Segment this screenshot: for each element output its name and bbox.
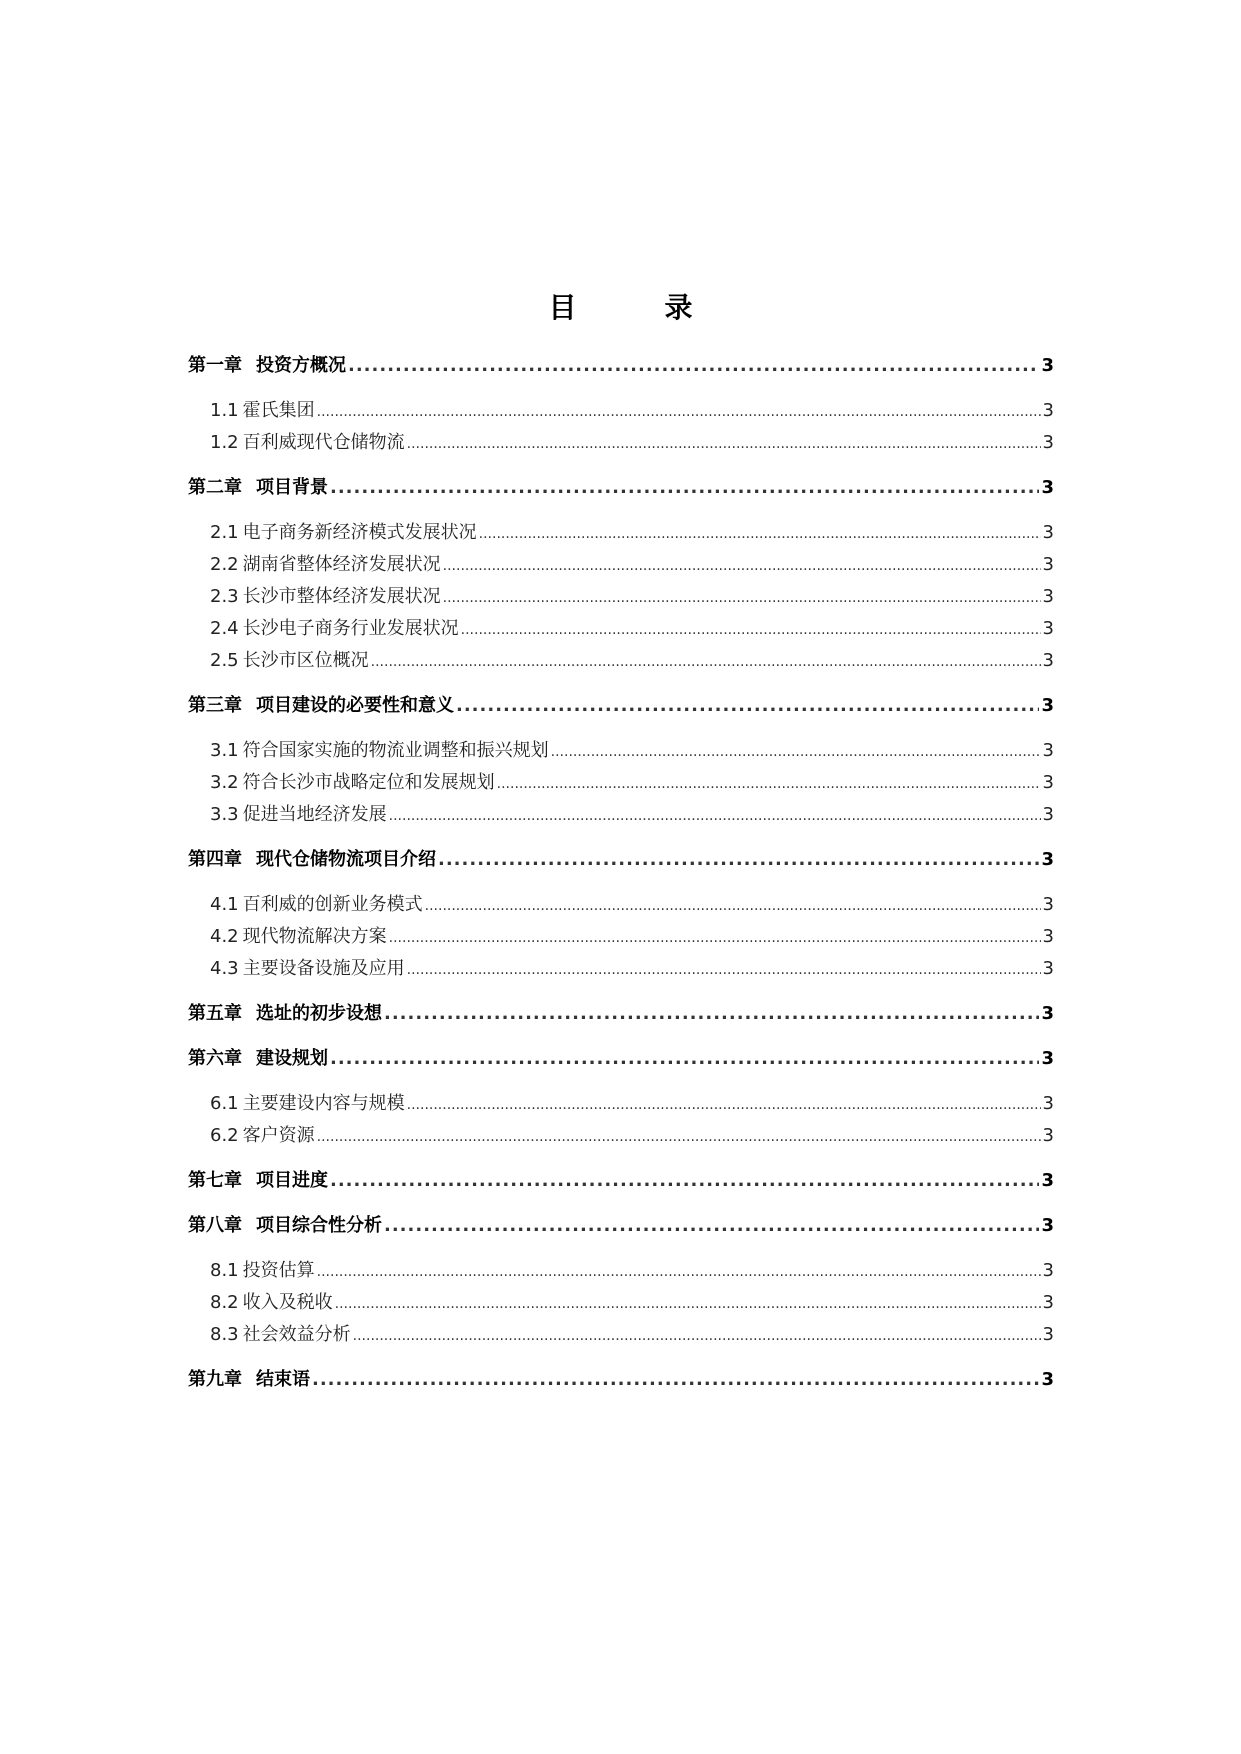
- toc-entry-label: [210, 427, 405, 459]
- toc-dot-leader: [317, 1256, 1041, 1288]
- toc-chapter-entry[interactable]: [188, 1364, 1054, 1396]
- toc-entry-label: [188, 844, 436, 876]
- toc-entry-number: 6.2: [210, 1125, 239, 1146]
- toc-title: 目 录: [548, 291, 723, 324]
- toc-page-number: 3: [1042, 522, 1054, 543]
- toc-page-number: 3: [1042, 804, 1054, 825]
- toc-entry-title: 社会效益分析: [242, 1324, 351, 1345]
- toc-section-entry[interactable]: [188, 767, 1054, 799]
- toc-chapter-entry[interactable]: [188, 1210, 1054, 1242]
- toc-dot-leader: [443, 582, 1041, 614]
- toc-page-number: 3: [1042, 1093, 1054, 1114]
- toc-section-entry[interactable]: [188, 1120, 1054, 1152]
- toc-entry-label: [188, 350, 346, 382]
- toc-dot-leader: [384, 998, 1039, 1030]
- toc-entry-number: 第一章: [188, 355, 242, 376]
- toc-entry-number: 2.3: [210, 586, 239, 607]
- toc-entry-number: 第三章: [188, 695, 242, 716]
- toc-page-number: 3: [1041, 355, 1054, 376]
- toc-entry-label: [188, 472, 328, 504]
- toc-dot-leader: [456, 690, 1039, 722]
- toc-entry-number: 3.3: [210, 804, 239, 825]
- toc-entry-number: 第六章: [188, 1048, 242, 1069]
- toc-entry-label: [188, 1210, 382, 1242]
- toc-page-number: 3: [1041, 477, 1054, 498]
- toc-page-number: 3: [1042, 740, 1054, 761]
- toc-dot-leader: [497, 768, 1041, 800]
- toc-dot-leader: [335, 1288, 1041, 1320]
- toc-section-entry[interactable]: [188, 427, 1054, 459]
- toc-dot-leader: [479, 518, 1041, 550]
- toc-entry-number: 8.1: [210, 1260, 239, 1281]
- toc-section-entry[interactable]: [188, 921, 1054, 953]
- toc-page-number: 3: [1042, 432, 1054, 453]
- toc-entry-number: 第四章: [188, 849, 242, 870]
- toc-section-entry[interactable]: [188, 645, 1054, 677]
- toc-entry-number: 第八章: [188, 1215, 242, 1236]
- toc-page-number: 3: [1042, 586, 1054, 607]
- toc-entry-label: [210, 1088, 405, 1120]
- toc-entry-number: 6.1: [210, 1093, 239, 1114]
- toc-entry-title: 投资估算: [242, 1260, 315, 1281]
- toc-chapter-entry[interactable]: [188, 998, 1054, 1030]
- toc-entry-number: 第五章: [188, 1003, 242, 1024]
- toc-page-number: 3: [1042, 926, 1054, 947]
- toc-chapter-entry[interactable]: [188, 1165, 1054, 1197]
- toc-entry-number: 1.1: [210, 400, 239, 421]
- toc-entry-title: 主要建设内容与规模: [242, 1093, 405, 1114]
- toc-page-number: 3: [1042, 772, 1054, 793]
- toc-entry-title: 促进当地经济发展: [242, 804, 387, 825]
- toc-section-entry[interactable]: [188, 799, 1054, 831]
- toc-page-number: 3: [1041, 1215, 1054, 1236]
- toc-entry-label: [210, 1120, 315, 1152]
- toc-entry-label: [210, 517, 477, 549]
- toc-entry-title: 百利威现代仓储物流: [242, 432, 405, 453]
- toc-entry-label: [188, 1364, 310, 1396]
- toc-entry-label: [210, 1319, 351, 1351]
- toc-entry-title: 选址的初步设想: [256, 1003, 382, 1024]
- toc-page-number: 3: [1041, 1003, 1054, 1024]
- toc-dot-leader: [407, 428, 1041, 460]
- toc-entry-label: [188, 690, 454, 722]
- toc-page-number: 3: [1042, 1260, 1054, 1281]
- toc-entry-label: [210, 613, 459, 645]
- toc-entry-title: 项目进度: [256, 1170, 328, 1191]
- toc-dot-leader: [317, 1121, 1041, 1153]
- toc-page-number: 3: [1041, 695, 1054, 716]
- toc-section-entry[interactable]: [188, 1319, 1054, 1351]
- toc-entry-label: [210, 953, 405, 985]
- toc-entry-title: 湖南省整体经济发展状况: [242, 554, 441, 575]
- toc-section-entry[interactable]: [188, 395, 1054, 427]
- toc-section-entry[interactable]: [188, 1255, 1054, 1287]
- toc-section-entry[interactable]: [188, 735, 1054, 767]
- toc-dot-leader: [438, 844, 1039, 876]
- toc-entry-title: 符合国家实施的物流业调整和振兴规划: [242, 740, 549, 761]
- toc-entry-number: 4.2: [210, 926, 239, 947]
- toc-entry-title: 项目建设的必要性和意义: [256, 695, 454, 716]
- toc-dot-leader: [443, 550, 1041, 582]
- toc-chapter-entry[interactable]: [188, 472, 1054, 504]
- toc-chapter-entry[interactable]: [188, 350, 1054, 382]
- toc-entry-title: 建设规划: [256, 1048, 328, 1069]
- toc-entry-title: 长沙市整体经济发展状况: [242, 586, 441, 607]
- toc-entry-label: [210, 735, 549, 767]
- toc-dot-leader: [551, 736, 1041, 768]
- toc-entry-number: 3.2: [210, 772, 239, 793]
- toc-dot-leader: [353, 1320, 1041, 1352]
- table-of-contents: [188, 350, 1054, 1409]
- toc-dot-leader: [330, 472, 1039, 504]
- toc-page-number: 3: [1041, 1369, 1054, 1390]
- toc-entry-title: 电子商务新经济模式发展状况: [242, 522, 477, 543]
- toc-entry-label: [188, 1165, 328, 1197]
- toc-page-number: 3: [1041, 849, 1054, 870]
- toc-entry-number: 第七章: [188, 1170, 242, 1191]
- toc-section-entry[interactable]: [188, 517, 1054, 549]
- toc-entry-label: [210, 645, 369, 677]
- toc-dot-leader: [407, 954, 1041, 986]
- toc-entry-number: 第二章: [188, 477, 242, 498]
- toc-entry-title: 项目背景: [256, 477, 328, 498]
- toc-entry-number: 4.1: [210, 894, 239, 915]
- toc-entry-title: 百利威的创新业务模式: [242, 894, 423, 915]
- toc-entry-number: 2.4: [210, 618, 239, 639]
- toc-entry-label: [188, 1043, 328, 1075]
- toc-entry-label: [210, 581, 441, 613]
- toc-entry-label: [210, 889, 423, 921]
- toc-entry-title: 项目综合性分析: [256, 1215, 382, 1236]
- toc-entry-number: 第九章: [188, 1369, 242, 1390]
- toc-dot-leader: [317, 396, 1041, 428]
- toc-entry-title: 客户资源: [242, 1125, 315, 1146]
- toc-page-number: 3: [1042, 650, 1054, 671]
- toc-section-entry[interactable]: [188, 953, 1054, 985]
- toc-entry-label: [210, 799, 387, 831]
- toc-entry-number: 3.1: [210, 740, 239, 761]
- toc-entry-number: 2.2: [210, 554, 239, 575]
- toc-entry-title: 现代仓储物流项目介绍: [256, 849, 436, 870]
- toc-dot-leader: [407, 1089, 1041, 1121]
- toc-entry-label: [210, 1287, 333, 1319]
- toc-section-entry[interactable]: [188, 889, 1054, 921]
- toc-dot-leader: [312, 1364, 1039, 1396]
- toc-entry-title: 收入及税收: [242, 1292, 333, 1313]
- toc-entry-title: 主要设备设施及应用: [242, 958, 405, 979]
- toc-page-number: 3: [1042, 554, 1054, 575]
- toc-entry-label: [210, 767, 495, 799]
- toc-entry-label: [210, 921, 387, 953]
- toc-dot-leader: [425, 890, 1041, 922]
- toc-section-entry[interactable]: [188, 1088, 1054, 1120]
- toc-page-number: 3: [1042, 1125, 1054, 1146]
- toc-page-number: 3: [1041, 1170, 1054, 1191]
- toc-entry-title: 长沙电子商务行业发展状况: [242, 618, 459, 639]
- toc-entry-title: 结束语: [256, 1369, 310, 1390]
- toc-section-entry[interactable]: [188, 613, 1054, 645]
- toc-entry-label: [210, 395, 315, 427]
- toc-entry-number: 1.2: [210, 432, 239, 453]
- toc-section-entry[interactable]: [188, 1287, 1054, 1319]
- toc-page-number: 3: [1042, 400, 1054, 421]
- toc-chapter-entry[interactable]: [188, 844, 1054, 876]
- toc-dot-leader: [461, 614, 1041, 646]
- toc-page-number: 3: [1042, 1292, 1054, 1313]
- toc-entry-number: 8.2: [210, 1292, 239, 1313]
- toc-chapter-entry[interactable]: [188, 690, 1054, 722]
- toc-dot-leader: [389, 922, 1041, 954]
- toc-page-number: 3: [1042, 894, 1054, 915]
- toc-page-number: 3: [1042, 618, 1054, 639]
- toc-entry-number: 8.3: [210, 1324, 239, 1345]
- toc-entry-title: 长沙市区位概况: [242, 650, 369, 671]
- toc-entry-title: 投资方概况: [256, 355, 346, 376]
- toc-entry-title: 现代物流解决方案: [242, 926, 387, 947]
- toc-dot-leader: [389, 800, 1041, 832]
- toc-dot-leader: [371, 646, 1041, 678]
- toc-entry-label: [210, 1255, 315, 1287]
- toc-dot-leader: [384, 1210, 1039, 1242]
- toc-dot-leader: [348, 350, 1039, 382]
- toc-entry-title: 符合长沙市战略定位和发展规划: [242, 772, 495, 793]
- toc-entry-title: 霍氏集团: [242, 400, 315, 421]
- toc-page-number: 3: [1042, 958, 1054, 979]
- toc-entry-label: [210, 549, 441, 581]
- toc-entry-number: 4.3: [210, 958, 239, 979]
- toc-dot-leader: [330, 1165, 1039, 1197]
- toc-dot-leader: [330, 1043, 1039, 1075]
- toc-chapter-entry[interactable]: [188, 1043, 1054, 1075]
- toc-section-entry[interactable]: [188, 549, 1054, 581]
- toc-page-number: 3: [1042, 1324, 1054, 1345]
- toc-entry-number: 2.5: [210, 650, 239, 671]
- toc-entry-number: 2.1: [210, 522, 239, 543]
- toc-section-entry[interactable]: [188, 581, 1054, 613]
- toc-entry-label: [188, 998, 382, 1030]
- toc-page-number: 3: [1041, 1048, 1054, 1069]
